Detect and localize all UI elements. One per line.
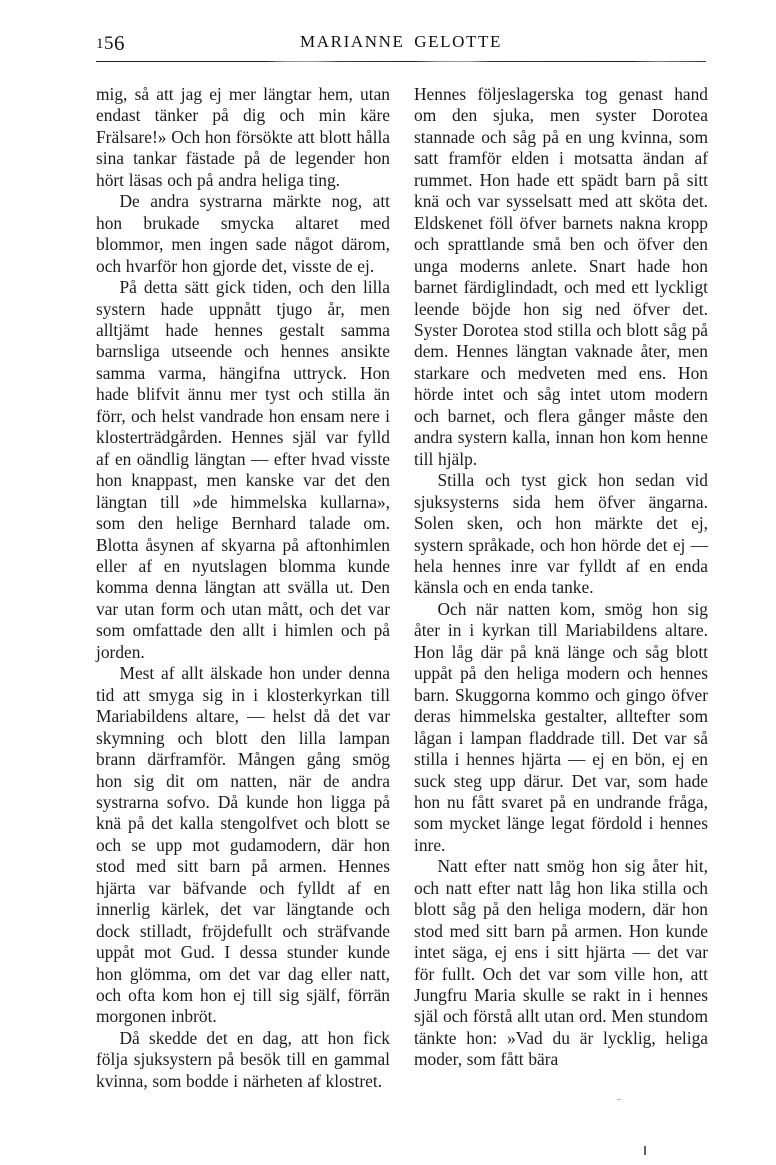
right-column (414, 84, 708, 1092)
folio-digit-2: 5 (104, 33, 114, 54)
paragraph: Stilla och tyst gick hon sedan vid sjuksysterns sida hem öfver ängarna. Solen sken, och hon märkte det ej, systern språkade, och hon hörde det ej — hela hennes inre var fylldt af en enda känsla och en enda tanke. (414, 470, 708, 598)
running-title: MARIANNE GELOTTE (300, 32, 502, 51)
paragraph: mig, så att jag ej mer längtar hem, utan endast tänker på dig och min käre Frälsare!» Och hon försökte att blott hålla sina tankar fästade på de legender hon hört läsas och på andra heliga ting. (96, 84, 390, 190)
header-rule (96, 61, 706, 62)
paragraph: Natt efter natt smög hon sig åter hit, och natt efter natt låg hon lika stilla och blott såg på den heliga modern, där hon stod med sitt barn på armen. Hon kunde intet säga, ej ens i sitt hjärta — det var för fullt. Och det var som ville hon, att Jungfru Maria skulle se rakt in i hennes själ och förstå allt utan ord. Men stundom tänkte hon: »Vad du är lycklig, heliga moder, som fått bära (414, 856, 708, 1070)
ink-mark (644, 1146, 646, 1155)
paragraph: De andra systrarna märkte nog, att hon brukade smycka altaret med blommor, men ingen sade något därom, och hvarför hon gjorde det, visste de ej. (96, 191, 390, 276)
folio-digit-3: 6 (114, 31, 125, 55)
left-column (96, 84, 390, 1092)
paragraph: Hennes följeslagerska tog genast hand om den sjuka, men syster Dorotea stannade och såg på en ung kvinna, som satt framför elden i motsatta ändan af rummet. Hon hade ett spädt barn på sitt knä och var sysselsatt med att sköta det. Eldskenet föll öfver barnets nakna kropp och sprattlande små ben och öfver den unga moderns anlete. Snart hade hon barnet färdiglindadt, och med ett lyckligt leende böjde hon sig ned öfver det. Syster Dorotea stod stilla och blott såg på dem. Hennes längtan vaknade åter, men starkare och medveten med ens. Hon hörde intet och såg intet utom modern och barnet, och flera gånger måste den andra systern kalla, innan hon kom henne till hjälp. (414, 84, 708, 469)
paragraph: Mest af allt älskade hon under denna tid att smyga sig in i klosterkyrkan till Mariabildens altare, — helst då det var skymning och blott den lilla lampan brann därframför. Mången gång smög hon sig dit om natten, när de andra systrarna sofvo. Då kunde hon ligga på knä på det kalla stengolfvet och blott se och se upp mot gudamodern, där hon stod med sitt barn på armen. Hennes hjärta var bäfvande och fylldt af en innerlig kärlek, det var längtande och dock stilladt, fröjdefullt och sträfvande uppåt mot Gud. I dessa stunder kunde hon glömma, om det var dag eller natt, och ofta kom hon ej till sig själf, förrän morgonen inbröt. (96, 663, 390, 1027)
running-head (96, 28, 706, 58)
paper-speck (617, 1099, 621, 1100)
paragraph: På detta sätt gick tiden, och den lilla systern hade uppnått tjugo år, men alltjämt hade hennes gestalt samma barnsliga utseende och hennes ansikte samma varma, hängifna uttryck. Hon hade blifvit ännu mer tyst och stilla än förr, och helst vandrade hon ensam nere i klosterträdgården. Hennes själ var fylld af en oändlig längtan — efter hvad visste hon knappast, men kanske var det den längtan till »de himmelska kullarna», som den helige Bernhard talade om. Blotta åsynen af skyarna på aftonhimlen eller af en nyutslagen blomma kunde komma denna längtan att svälla ut. Den var utan form och utan mått, och det var som omfattade den allt i himlen och på jorden. (96, 277, 390, 662)
paragraph: Och när natten kom, smög hon sig åter in i kyrkan till Mariabildens altare. Hon låg där på knä länge och såg blott uppåt på den heliga modern och hennes barn. Skuggorna kommo och gingo öfver deras himmelska gestalter, alltefter som lågan i lampan fladdrade till. Det var så stilla i hennes hjärta — ej en bön, ej en suck steg upp därur. Det var, som hade hon nu fått svaret på en undrande fråga, som mycket länge legat fördold i hennes inre. (414, 598, 708, 855)
paragraph: Då skedde det en dag, att hon fick följa sjuksystern på besök till en gammal kvinna, som bodde i närheten af klostret. (96, 1027, 390, 1091)
text-body (96, 84, 708, 1092)
folio-digit-1: 1 (96, 36, 104, 52)
